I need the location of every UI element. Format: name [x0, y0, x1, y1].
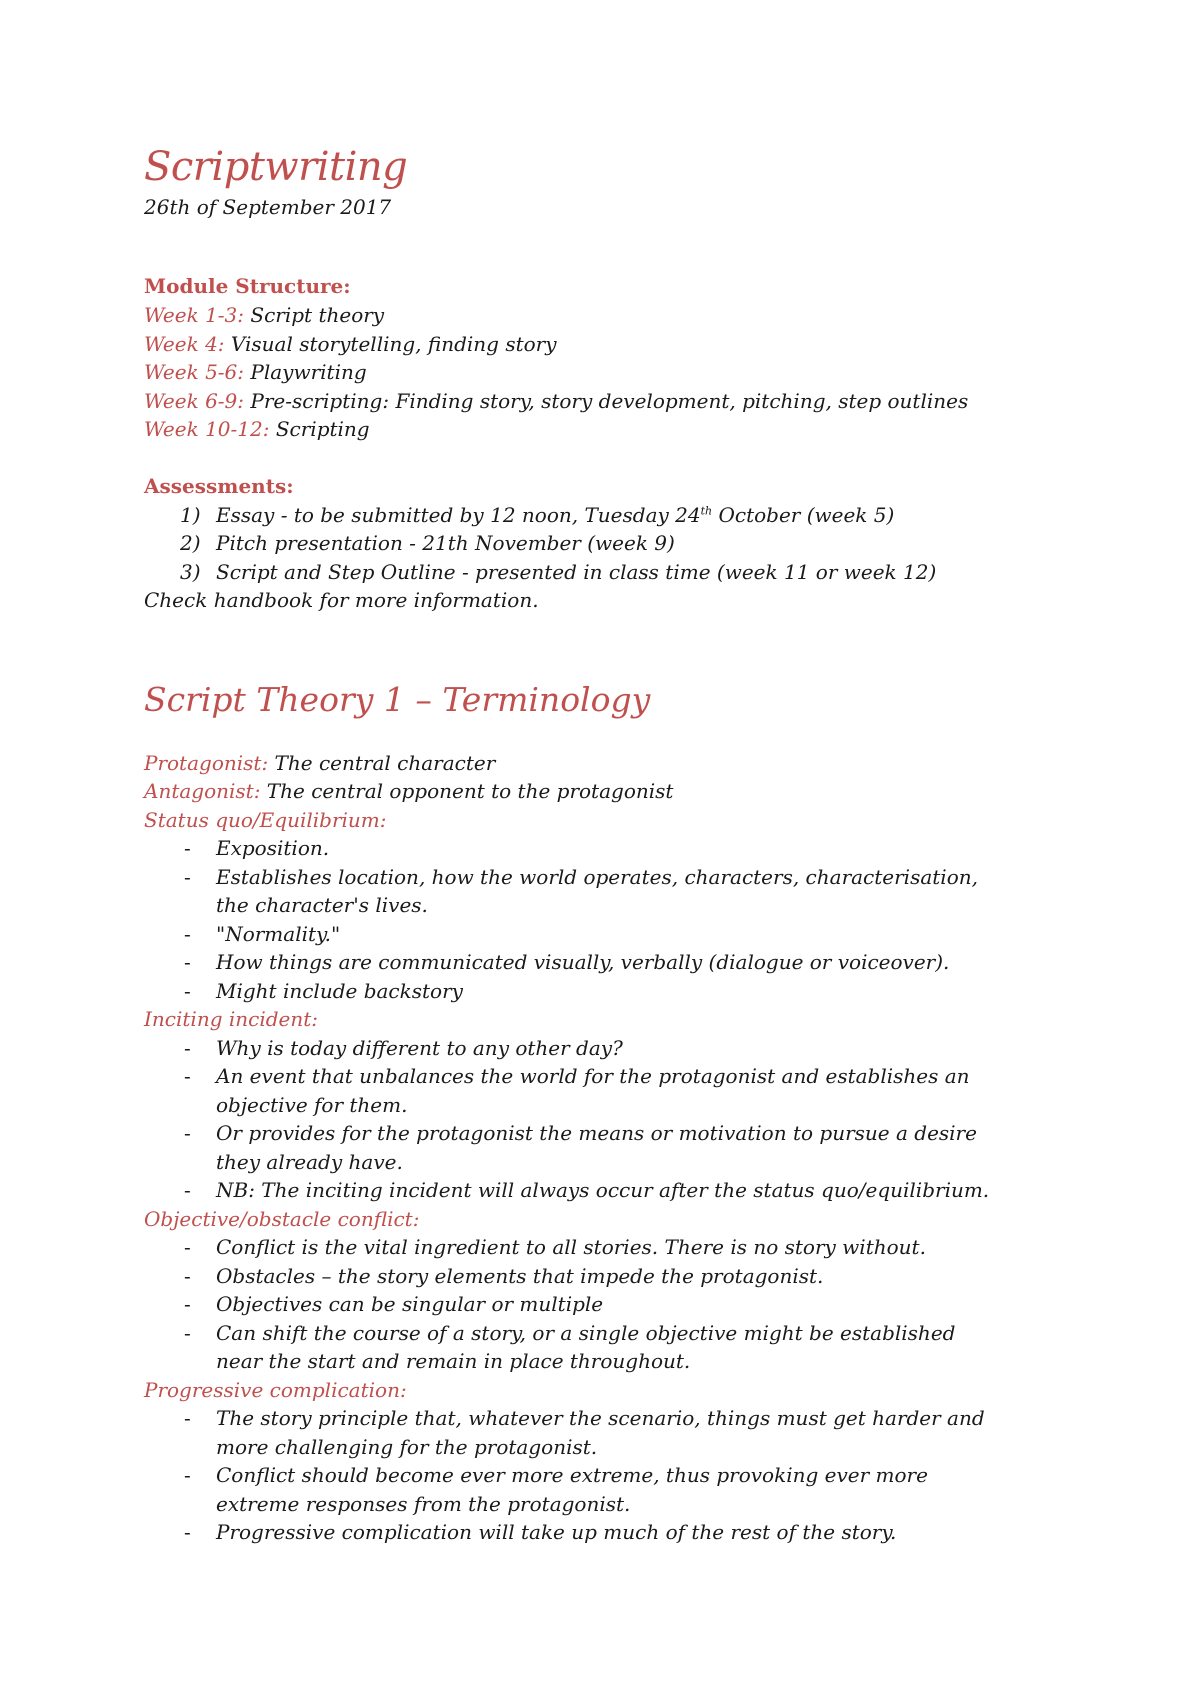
dash-marker: - [184, 1292, 191, 1316]
week-line [144, 301, 1074, 330]
list-item [144, 1034, 996, 1063]
list-item [144, 1319, 996, 1376]
dash-marker: - [184, 978, 191, 1003]
list-item [144, 1290, 996, 1319]
dash-marker: - [184, 836, 191, 860]
assessment-number: 1) [180, 502, 201, 527]
bullet-text: Why is today different to any other day? [216, 1035, 623, 1060]
bullet-text: How things are communicated visually, verbally (dialogue or voiceover). [216, 950, 950, 974]
week-line [144, 387, 1074, 416]
bullet-text: NB: The inciting incident will always occur after the status quo/equilibrium. [216, 1178, 990, 1202]
week-text: Pre-scripting: Finding story, story development, pitching, step outlines [250, 388, 969, 413]
assessment-number: 2) [180, 531, 201, 555]
assessments-heading: Assessments: [144, 473, 294, 498]
list-item [144, 834, 996, 863]
assessment-text: Essay - to be submitted by 12 noon, Tuesday 24 [216, 502, 701, 527]
week-label: Week 10-12: [144, 417, 270, 441]
week-list [144, 301, 1074, 444]
list-item [144, 1233, 996, 1262]
term-label: Antagonist: [144, 779, 261, 803]
conflict-bullets [144, 1233, 1074, 1376]
week-label: Week 5-6: [144, 360, 245, 384]
spacer [144, 222, 1074, 272]
assessment-text: Pitch presentation - 21th November (week 9) [216, 531, 675, 555]
assessment-text: Script and Step Outline - presented in class time (week 11 or week 12) [216, 559, 937, 584]
week-label: Week 1-3: [144, 303, 245, 327]
dash-marker: - [184, 864, 191, 889]
assessment-number: 3) [180, 559, 201, 584]
list-item [144, 1176, 996, 1205]
dash-marker: - [184, 1064, 191, 1088]
list-item [144, 1518, 996, 1547]
list-item [144, 920, 996, 949]
assessment-text-suffix: October (week 5) [712, 502, 895, 527]
assessment-list [144, 501, 1074, 587]
list-item [144, 1404, 996, 1461]
list-item [144, 1119, 996, 1176]
assessment-item [144, 558, 1074, 587]
dash-marker: - [184, 1121, 191, 1145]
bullet-text: Conflict should become ever more extreme, thus provoking ever more extreme responses from the protagonist. [216, 1463, 928, 1516]
term-progressive-complication: Progressive complication: [144, 1377, 407, 1402]
bullet-text: Obstacles – the story elements that impede the protagonist. [216, 1263, 824, 1288]
term-objective-obstacle: Objective/obstacle conflict: [144, 1206, 420, 1231]
spacer [144, 444, 1074, 472]
week-line [144, 330, 1074, 359]
list-item [144, 977, 996, 1006]
term-definition: The central character [268, 750, 496, 775]
dash-marker: - [184, 1035, 191, 1060]
week-line [144, 415, 1074, 444]
dash-marker: - [184, 1406, 191, 1430]
assessment-item [144, 501, 1074, 530]
bullet-text: Establishes location, how the world operates, characters, characterisation, the character's lives. [216, 864, 978, 917]
dash-marker: - [184, 1235, 191, 1259]
document-date: 26th of September 2017 [144, 195, 392, 219]
bullet-text: Or provides for the protagonist the means or motivation to pursue a desire they already have. [216, 1121, 977, 1174]
assessment-superscript: th [700, 503, 713, 517]
spacer [144, 615, 1074, 679]
dash-marker: - [184, 1320, 191, 1345]
term-label: Protagonist: [144, 750, 269, 775]
list-item [144, 1062, 996, 1119]
progressive-bullets [144, 1404, 1074, 1547]
document-page [144, 142, 1074, 1547]
list-item [144, 948, 996, 977]
dash-marker: - [184, 921, 191, 946]
bullet-text: Can shift the course of a story, or a single objective might be established near the start and remain in place throughout. [216, 1320, 956, 1373]
term-protagonist [144, 749, 1074, 778]
assessment-item [144, 529, 1074, 558]
list-item [144, 1461, 996, 1518]
bullet-text: The story principle that, whatever the scenario, things must get harder and more challenging for the protagonist. [216, 1406, 985, 1459]
bullet-text: Progressive complication will take up much of the rest of the story. [216, 1520, 897, 1544]
term-inciting-incident: Inciting incident: [144, 1007, 319, 1031]
term-antagonist [144, 777, 1074, 806]
week-text: Playwriting [250, 360, 367, 384]
week-text: Scripting [275, 417, 370, 441]
dash-marker: - [184, 1178, 191, 1202]
term-status-quo: Status quo/Equilibrium: [144, 807, 387, 832]
module-structure-heading: Module Structure: [144, 274, 351, 298]
dash-marker: - [184, 1520, 191, 1544]
bullet-text: Conflict is the vital ingredient to all stories. There is no story without. [216, 1235, 926, 1259]
dash-marker: - [184, 950, 191, 974]
bullet-text: Might include backstory [216, 978, 463, 1003]
bullet-text: "Normality." [216, 921, 341, 946]
week-label: Week 6-9: [144, 388, 245, 413]
bullet-text: An event that unbalances the world for the protagonist and establishes an objective for them. [216, 1064, 970, 1117]
theory-heading: Script Theory 1 – Terminology [144, 679, 651, 719]
week-line [144, 358, 1074, 387]
bullet-text: Exposition. [216, 836, 330, 860]
dash-marker: - [184, 1463, 191, 1487]
week-text: Script theory [250, 303, 385, 327]
document-title: Scriptwriting [144, 144, 408, 190]
week-text: Visual storytelling, finding story [230, 331, 557, 356]
assessment-note: Check handbook for more information. [144, 588, 539, 612]
week-label: Week 4: [144, 331, 225, 356]
dash-marker: - [184, 1263, 191, 1288]
bullet-text: Objectives can be singular or multiple [216, 1292, 604, 1316]
spacer [144, 721, 1074, 749]
inciting-bullets [144, 1034, 1074, 1205]
list-item [144, 1262, 996, 1291]
status-quo-bullets [144, 834, 1074, 1005]
list-item [144, 863, 996, 920]
term-definition: The central opponent to the protagonist [260, 779, 674, 803]
